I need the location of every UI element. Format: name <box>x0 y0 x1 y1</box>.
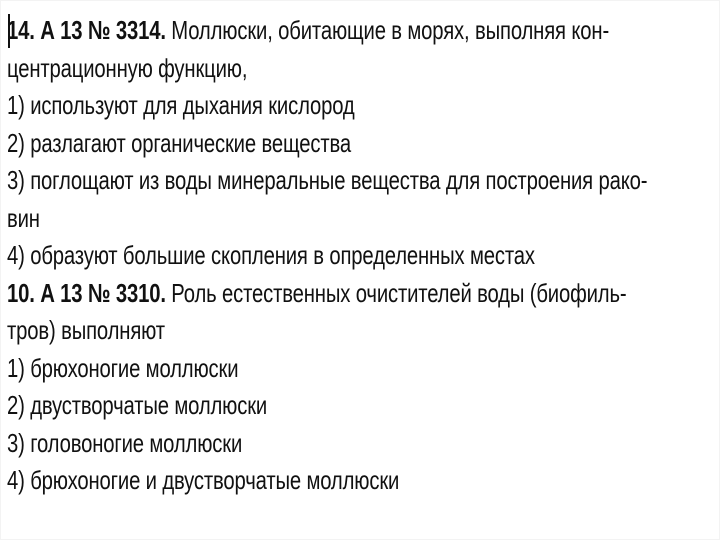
question-14-stem-part-2: центрационную функцию, <box>7 52 248 83</box>
question-14-option-4: 4) образуют большие скопления в определенных местах <box>7 240 535 270</box>
question-14-number: 14. А 13 № 3314. <box>7 15 166 45</box>
question-10-title-line <box>7 275 627 313</box>
question-14-option-1: 1) используют для дыхания кислород <box>7 90 355 120</box>
question-10-stem-part-2: тров) выполняют <box>7 315 165 345</box>
question-10-option-4: 4) брюхоногие и двустворчатые моллюски <box>7 465 400 495</box>
slide-text-area[interactable] <box>7 12 707 500</box>
question-14-option-2: 2) разлагают органические вещества <box>7 127 352 158</box>
question-10-option-2: 2) двустворчатые моллюски <box>7 390 268 420</box>
question-14-option-3-part-2: вин <box>7 202 40 233</box>
question-10-stem-part-1: Роль естественных очистителей воды (биофиль- <box>165 277 627 308</box>
question-14-title-line <box>7 12 610 50</box>
question-14-stem-part-1: Моллюски, обитающие в морях, выполняя кон- <box>165 15 610 45</box>
question-10-option-1: 1) брюхоногие моллюски <box>7 352 239 383</box>
question-10-number: 10. А 13 № 3310. <box>7 277 166 308</box>
question-14-option-3-part-1: 3) поглощают из воды минеральные вещества для построения рако- <box>7 165 648 195</box>
question-10-option-3: 3) головоногие моллюски <box>7 427 243 458</box>
